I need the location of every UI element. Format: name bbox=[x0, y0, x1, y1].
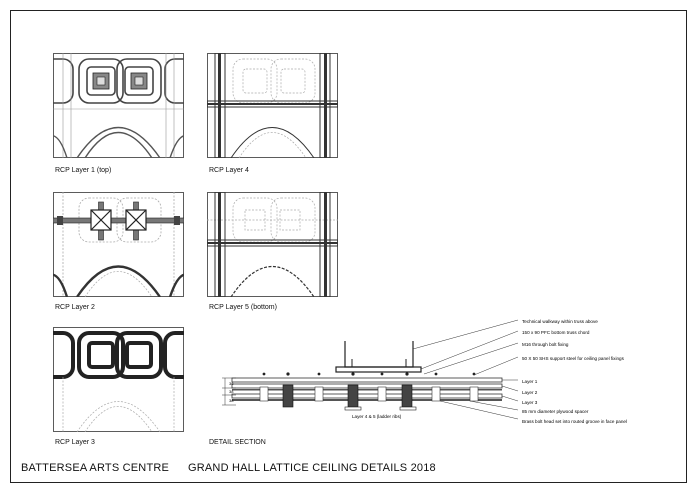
rcp-layer-2-label: RCP Layer 2 bbox=[55, 304, 95, 311]
ladder-ribs-label: Layer 4 & 5 (ladder ribs) bbox=[352, 414, 402, 419]
rcp-layer-5-label: RCP Layer 5 (bottom) bbox=[209, 304, 277, 311]
rcp-layer-4-label: RCP Layer 4 bbox=[209, 167, 249, 174]
annotation-pfc: 150 x 90 PFC bottom truss chord bbox=[522, 330, 590, 335]
layer-3-label: Layer 3 bbox=[522, 400, 538, 405]
annotation-spacer: 85 mm diameter plywood spacer bbox=[522, 409, 589, 414]
dim-3: 38 bbox=[229, 398, 234, 403]
rcp-layer-1-label: RCP Layer 1 (top) bbox=[55, 167, 112, 174]
rcp-layer-5-panel bbox=[207, 192, 338, 297]
rcp-layer-1-panel bbox=[53, 53, 184, 158]
detail-section-drawing bbox=[200, 315, 670, 427]
rcp-layer-3-label: RCP Layer 3 bbox=[55, 439, 95, 446]
dim-2: 38 bbox=[229, 389, 234, 394]
layer-1-label: Layer 1 bbox=[522, 379, 538, 384]
detail-section-label: DETAIL SECTION bbox=[209, 439, 266, 446]
annotation-walkway: Technical walkway within truss above bbox=[522, 319, 598, 324]
rcp-layer-3-panel bbox=[53, 327, 184, 432]
annotation-shs: 50 X 50 SHS support steel for ceiling panel fixings bbox=[522, 356, 624, 361]
rcp-layer-2-panel bbox=[53, 192, 184, 297]
dim-1: 38 bbox=[229, 381, 234, 386]
client-title: BATTERSEA ARTS CENTRE bbox=[21, 462, 170, 474]
annotation-brass: Brass bolt head set into routed groove in face panel bbox=[522, 419, 627, 424]
rcp-layer-4-panel bbox=[207, 53, 338, 158]
drawing-title: GRAND HALL LATTICE CEILING DETAILS 2018 bbox=[188, 462, 436, 474]
layer-2-label: Layer 2 bbox=[522, 390, 538, 395]
annotation-bolt: M16 through bolt fixing bbox=[522, 342, 569, 347]
